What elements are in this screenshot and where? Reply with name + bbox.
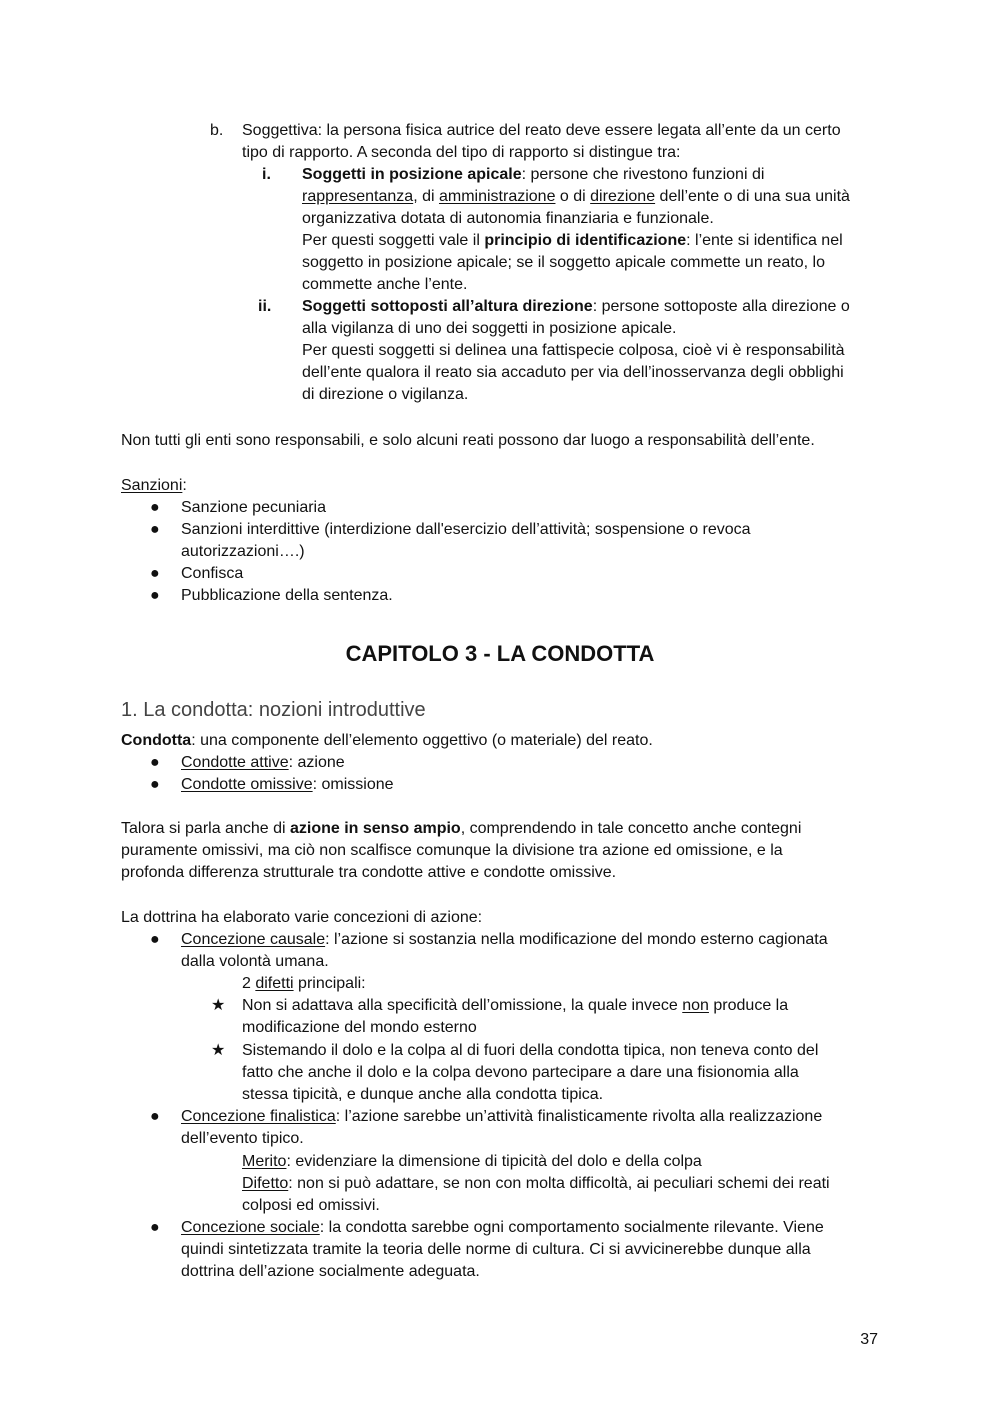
underlined-term: rappresentanza xyxy=(302,188,414,205)
bullet-icon: ● xyxy=(150,931,160,948)
text-line: Soggettiva: la persona fisica autrice del reato deve essere legata all’ente da un certo xyxy=(242,122,841,139)
sub-list-item-continuation: fatto che anche il dolo e la colpa devono partecipare a dare una fisionomia alla xyxy=(242,1064,799,1081)
list-item: Concezione finalistica: l’azione sarebbe un’attività finalisticamente rivolta alla realizzazione xyxy=(181,1108,823,1125)
sub-list-item-continuation: stessa tipicità, e dunque anche alla condotta tipica. xyxy=(242,1086,604,1103)
list-item: Sanzione pecuniaria xyxy=(181,499,326,516)
list-item: Concezione sociale: la condotta sarebbe ogni comportamento socialmente rilevante. Viene xyxy=(181,1219,824,1236)
bullet-icon: ● xyxy=(150,499,160,516)
list-item: Pubblicazione della sentenza. xyxy=(181,587,393,604)
text-line: organizzativa dotata di autonomia finanziaria e funzionale. xyxy=(302,210,714,227)
list-item-continuation: dell’evento tipico. xyxy=(181,1130,304,1147)
text-line: La dottrina ha elaborato varie concezioni di azione: xyxy=(121,909,483,926)
list-item: Condotte omissive: omissione xyxy=(181,776,394,793)
list-item-continuation: autorizzazioni….) xyxy=(181,543,305,560)
text-line: puramente omissivi, ma ciò non scalfisce comunque la divisione tra azione ed omissione, e la xyxy=(121,842,783,859)
list-marker-ii: ii. xyxy=(258,298,272,315)
text-line: commette anche l’ente. xyxy=(302,276,468,293)
text-line: profonda differenza strutturale tra condotte attive e condotte omissive. xyxy=(121,864,617,881)
text-line: Soggetti sottoposti all’altura direzione: persone sottoposte alla direzione o xyxy=(302,298,850,315)
sub-list-item: Sistemando il dolo e la colpa al di fuori della condotta tipica, non teneva conto del xyxy=(242,1042,819,1059)
bold-term: principio di identificazione xyxy=(484,232,687,249)
text-line: Per questi soggetti vale il principio di identificazione: l’ente si identifica nel xyxy=(302,232,843,249)
sub-list-item-continuation: modificazione del mondo esterno xyxy=(242,1019,477,1036)
text-line: 2 difetti principali: xyxy=(242,975,366,992)
bullet-icon: ● xyxy=(150,521,160,538)
list-item: Condotte attive: azione xyxy=(181,754,345,771)
bullet-icon: ● xyxy=(150,754,160,771)
star-icon: ★ xyxy=(211,997,226,1014)
definition-line: Condotta: una componente dell’elemento oggettivo (o materiale) del reato. xyxy=(121,732,653,749)
list-item: Concezione causale: l’azione si sostanzia nella modificazione del mondo esterno cagionata xyxy=(181,931,828,948)
text-line: Difetto: non si può adattare, se non con molta difficoltà, ai peculiari schemi dei reati xyxy=(242,1175,830,1192)
text-line: Soggetti in posizione apicale: persone che rivestono funzioni di xyxy=(302,166,765,183)
page-number: 37 xyxy=(860,1331,878,1348)
bullet-icon: ● xyxy=(150,1108,160,1125)
chapter-title: CAPITOLO 3 - LA CONDOTTA xyxy=(345,641,655,666)
bullet-icon: ● xyxy=(150,776,160,793)
list-marker-b: b. xyxy=(210,122,224,139)
bold-term: Soggetti sottoposti all’altura direzione xyxy=(302,298,593,315)
underlined-term: direzione xyxy=(590,188,656,205)
section-title: 1. La condotta: nozioni introduttive xyxy=(121,699,426,721)
list-marker-i: i. xyxy=(262,166,271,183)
text-line: Merito: evidenziare la dimensione di tipicità del dolo e della colpa xyxy=(242,1153,702,1170)
bullet-icon: ● xyxy=(150,587,160,604)
sanzioni-heading: Sanzioni: xyxy=(121,477,187,494)
bullet-icon: ● xyxy=(150,1219,160,1236)
text-line: Talora si parla anche di azione in senso ampio, comprendendo in tale concetto anche contegni xyxy=(121,820,802,837)
text-line: alla vigilanza di uno dei soggetti in posizione apicale. xyxy=(302,320,677,337)
list-item-continuation: quindi sintetizzata tramite la teoria delle norme di cultura. Ci si avvicinerebbe dunque alla xyxy=(181,1241,811,1258)
bold-term: Soggetti in posizione apicale xyxy=(302,166,522,183)
text-line: soggetto in posizione apicale; se il soggetto apicale commette un reato, lo xyxy=(302,254,825,271)
list-item: Sanzioni interdittive (interdizione dall'esercizio dell’attività; sospensione o revoca xyxy=(181,521,751,538)
sub-list-item: Non si adattava alla specificità dell’omissione, la quale invece non produce la xyxy=(242,997,789,1014)
list-item-continuation: dalla volontà umana. xyxy=(181,953,329,970)
star-icon: ★ xyxy=(211,1042,226,1059)
list-item: Confisca xyxy=(181,565,244,582)
paragraph: Non tutti gli enti sono responsabili, e solo alcuni reati possono dar luogo a responsabilità dell’ente. xyxy=(121,432,815,449)
text-line: Per questi soggetti si delinea una fattispecie colposa, cioè vi è responsabilità xyxy=(302,342,845,359)
text-line: rappresentanza, di amministrazione o di direzione dell’ente o di una sua unità xyxy=(302,188,850,205)
text-line: dell’ente qualora il reato sia accaduto per via dell’inosservanza degli obblighi xyxy=(302,364,844,381)
bullet-icon: ● xyxy=(150,565,160,582)
underlined-term: amministrazione xyxy=(438,188,556,205)
text-line: colposi ed omissivi. xyxy=(242,1197,380,1214)
list-item-continuation: dottrina dell’azione socialmente adeguata. xyxy=(181,1263,480,1280)
text-line: tipo di rapporto. A seconda del tipo di rapporto si distingue tra: xyxy=(242,144,681,161)
text-line: di direzione o vigilanza. xyxy=(302,386,469,403)
